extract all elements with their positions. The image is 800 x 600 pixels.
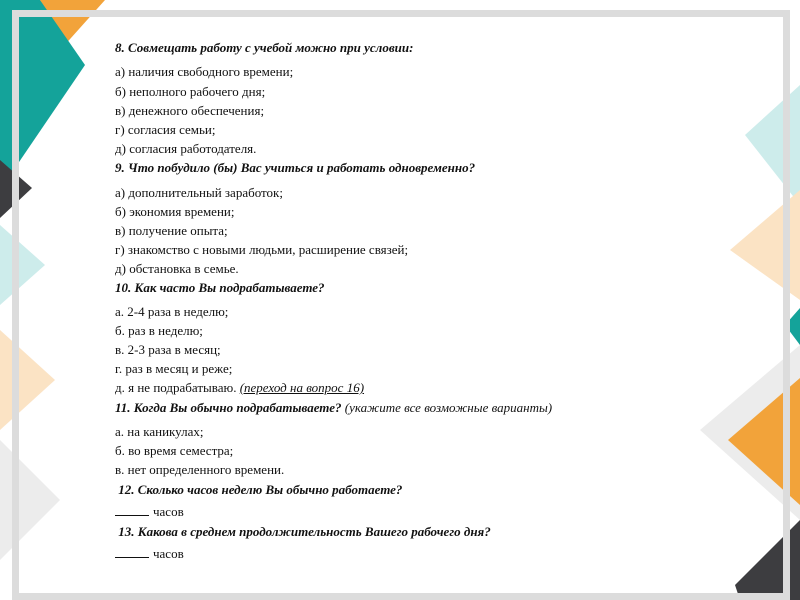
question-13-title: 13. Какова в среднем продолжительность Вашего рабочего дня? xyxy=(115,524,491,539)
answer-blank[interactable] xyxy=(115,557,149,558)
q13-answer xyxy=(115,546,184,562)
question-9-title: 9. Что побудило (бы) Вас учиться и работать одновременно? xyxy=(115,160,476,175)
q9-option: в) получение опыта; xyxy=(115,223,228,238)
q12-answer xyxy=(115,504,184,520)
q10-option xyxy=(115,380,364,396)
q8-option: г) согласия семьи; xyxy=(115,122,216,137)
q11-option: а. на каникулах; xyxy=(115,424,204,439)
answer-blank[interactable] xyxy=(115,515,149,516)
question-12-title: 12. Сколько часов неделю Вы обычно работаете? xyxy=(115,482,403,497)
question-10-title: 10. Как часто Вы подрабатываете? xyxy=(115,280,325,295)
q9-option: д) обстановка в семье. xyxy=(115,261,239,276)
skip-note: (переход на вопрос 16) xyxy=(239,380,365,395)
q9-option: б) экономия времени; xyxy=(115,204,235,219)
q8-option: в) денежного обеспечения; xyxy=(115,103,265,118)
q10-option: в. 2-3 раза в месяц; xyxy=(115,342,221,357)
q9-option: г) знакомство с новыми людьми, расширение связей; xyxy=(115,242,409,257)
q11-note: (укажите все возможные варианты) xyxy=(341,400,553,415)
q10-option: б. раз в неделю; xyxy=(115,323,203,338)
q10-option-text: д. я не подрабатываю. xyxy=(115,380,240,395)
q11-option: б. во время семестра; xyxy=(115,443,234,458)
q10-option: г. раз в месяц и реже; xyxy=(115,361,233,376)
q11-title-text: 11. Когда Вы обычно подрабатываете? xyxy=(115,400,342,415)
q8-option: б) неполного рабочего дня; xyxy=(115,84,266,99)
q11-option: в. нет определенного времени. xyxy=(115,462,285,477)
question-11-title xyxy=(115,400,552,416)
q8-option: а) наличия свободного времени; xyxy=(115,64,294,79)
q9-option: а) дополнительный заработок; xyxy=(115,185,283,200)
question-8-title: 8. Совмещать работу с учебой можно при условии: xyxy=(115,40,414,55)
unit-label: часов xyxy=(153,546,184,561)
q8-option: д) согласия работодателя. xyxy=(115,141,257,156)
q10-option: а. 2-4 раза в неделю; xyxy=(115,304,229,319)
unit-label: часов xyxy=(153,504,184,519)
